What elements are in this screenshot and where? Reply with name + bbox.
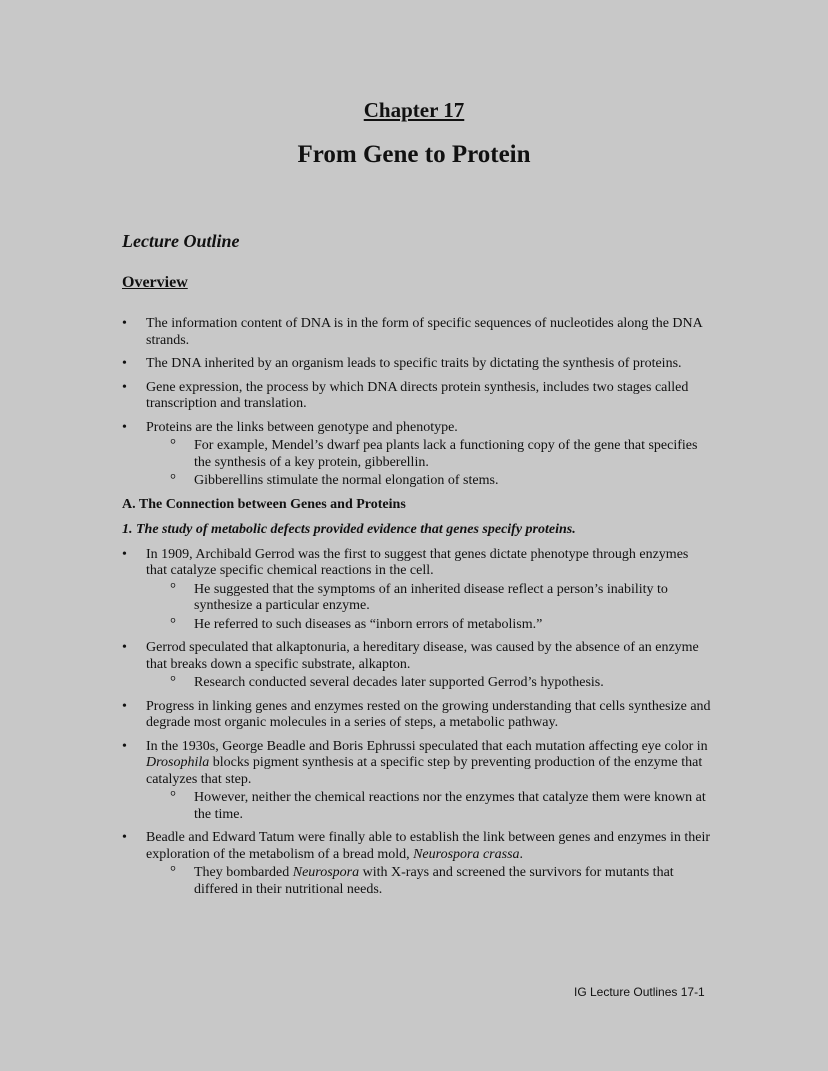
text-run: blocks pigment synthesis at a specific step by preventing production of the enzyme that catalyzes that step. xyxy=(146,755,703,787)
text-run: Beadle and Edward Tatum were finally able to establish the link between genes and enzymes in their exploration of the metabolism of a bread mold, xyxy=(146,830,711,862)
sub-list-item: ° He suggested that the symptoms of an inherited disease reflect a person’s inability to synthesize a particular enzyme. xyxy=(146,582,712,615)
section-1-subheading: 1. The study of metabolic defects provided evidence that genes specify proteins. xyxy=(122,522,576,537)
lecture-outline-heading: Lecture Outline xyxy=(122,231,240,251)
list-item xyxy=(122,420,712,490)
sub-list-item: ° For example, Mendel’s dwarf pea plants lack a functioning copy of the gene that specifies the synthesis of a key protein, gibberellin. xyxy=(146,438,712,471)
sub-list-item xyxy=(146,865,712,898)
list-item xyxy=(122,547,712,634)
list-item-text xyxy=(146,739,712,789)
page-title: From Gene to Protein xyxy=(297,141,531,168)
list-item-text: • In 1909, Archibald Gerrod was the first to suggest that genes dictate phenotype through enzymes that catalyze specific chemical reactions in the cell. xyxy=(146,546,689,578)
list-item: • The DNA inherited by an organism leads to specific traits by dictating the synthesis of proteins. xyxy=(122,356,712,373)
chapter-heading: Chapter 17 xyxy=(363,98,465,122)
list-item: • Progress in linking genes and enzymes rested on the growing understanding that cells synthesize and degrade most organic molecules in a series of steps, a metabolic pathway. xyxy=(122,699,712,732)
list-item xyxy=(122,830,712,898)
text-run: In the 1930s, George Beadle and Boris Ephrussi speculated that each mutation affecting eye color in xyxy=(146,738,708,754)
text-run-italic: Drosophila xyxy=(146,755,210,770)
section-a-heading: A. The Connection between Genes and Proteins xyxy=(122,496,406,512)
page-footer: IG Lecture Outlines 17-1 xyxy=(574,985,705,999)
list-item xyxy=(122,640,712,692)
list-item-text xyxy=(146,830,712,863)
sub-list-item: ° Research conducted several decades later supported Gerrod’s hypothesis. xyxy=(146,675,712,692)
text-run-italic: Neurospora crassa xyxy=(413,846,520,862)
list-item xyxy=(122,739,712,824)
list-item: • Gene expression, the process by which DNA directs protein synthesis, includes two stages called transcription and translation. xyxy=(122,380,712,413)
text-run: They bombarded xyxy=(194,865,293,880)
sub-list-item: ° He referred to such diseases as “inborn errors of metabolism.” xyxy=(146,617,712,634)
text-run: . xyxy=(519,846,524,862)
sub-list-item: ° Gibberellins stimulate the normal elongation of stems. xyxy=(146,473,712,490)
list-item-text: • Proteins are the links between genotype and phenotype. xyxy=(146,419,458,435)
text-run-italic: Neurospora xyxy=(292,865,360,880)
list-item: • The information content of DNA is in the form of specific sequences of nucleotides along the DNA strands. xyxy=(122,316,712,349)
list-item-text: • Gerrod speculated that alkaptonuria, a hereditary disease, was caused by the absence of an enzyme that breaks down a specific substrate, alkapton. xyxy=(146,640,699,672)
sub-list-item: ° However, neither the chemical reactions nor the enzymes that catalyze them were known at the time. xyxy=(146,790,712,823)
outline-body xyxy=(122,316,712,905)
text-run: with X-rays and screened the survivors for mutants that differed in their nutritional needs. xyxy=(194,865,674,897)
overview-heading: Overview xyxy=(122,274,188,291)
